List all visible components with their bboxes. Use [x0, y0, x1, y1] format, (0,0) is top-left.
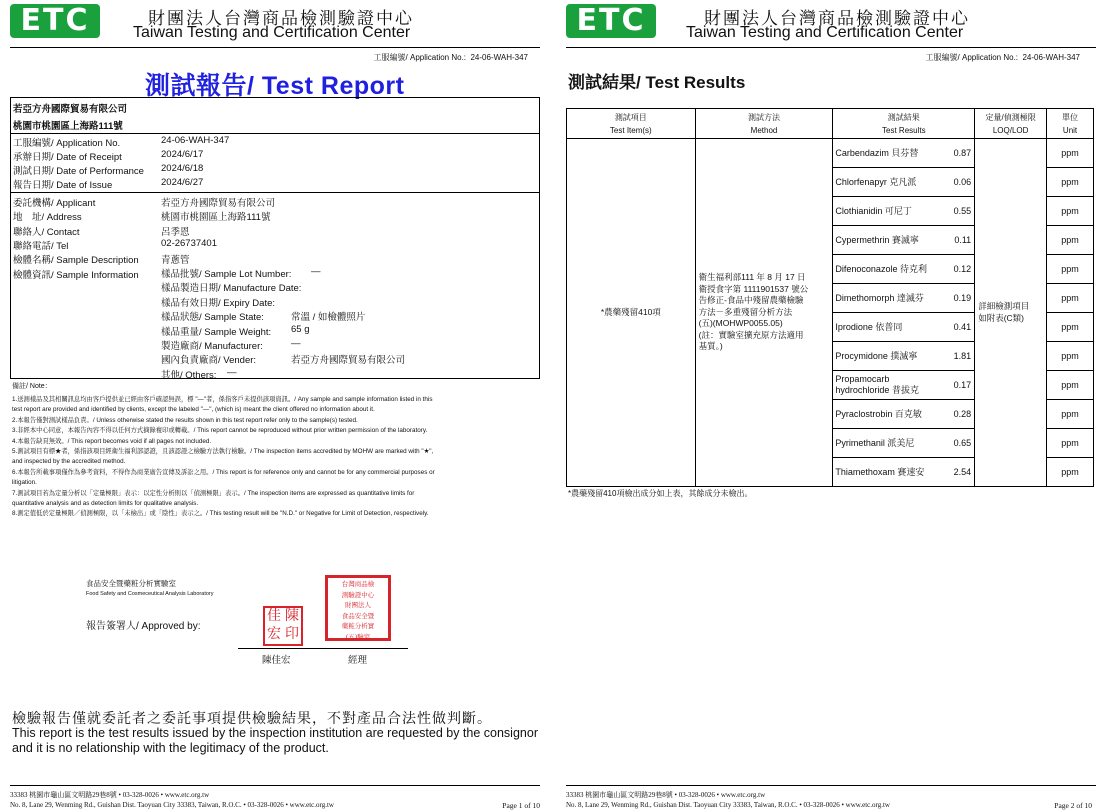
- field-label: 承辦日期/ Date of Receipt: [13, 152, 122, 163]
- client-address: 桃園市桃園區上海路111號: [13, 121, 123, 132]
- field-value: 24-06-WAH-347: [161, 135, 230, 146]
- field-label: 聯絡人/ Contact: [13, 226, 80, 238]
- note-line: 3.非經本中心同意，本報告內容不得以任何方式摘錄複印或轉載。/ This report cannot be reproduced without prior written permission of the laboratory.: [12, 427, 428, 435]
- sample-info-value: —: [311, 266, 321, 277]
- signer-name: 陳佳宏: [262, 655, 291, 666]
- analyte-name: Propamocarb hydrochloride 普拔克: [835, 374, 919, 395]
- header-divider: [566, 47, 1096, 48]
- etc-logo: ETC: [566, 4, 656, 38]
- field-value: 02-26737401: [161, 237, 217, 249]
- disclaimer-zh: 檢驗報告僅就委託者之委託事項提供檢驗結果，不對產品合法性做判斷。: [12, 711, 492, 727]
- result-cell: [833, 429, 975, 458]
- results-table: [566, 108, 1094, 487]
- loq-line: 如附表(C類): [978, 312, 1025, 323]
- result-cell: [833, 226, 975, 255]
- note-line: 7.測試項目若為定量分析以「定量極限」表示：以定性分析則以「偵測極限」表示。/ The inspection items are expressed as quantitative limits for: [12, 489, 415, 497]
- org-name-en: Taiwan Testing and Certification Center: [686, 24, 964, 41]
- analyte-name: Procymidone 撲滅寧: [835, 350, 918, 361]
- approved-by-label: 報告簽署人/ Approved by:: [86, 621, 201, 632]
- footer-divider: [10, 785, 540, 786]
- method-line: 方法－多重殘留分析方法: [698, 306, 793, 317]
- report-page-1: [0, 0, 548, 812]
- box-divider: [11, 192, 539, 193]
- footer-address-zh: 33383 桃園市龜山區文明路29巷8號 • 03-328-0026 • www.etc.org.tw: [10, 791, 210, 799]
- field-label: 檢體資訊/ Sample Information: [13, 269, 139, 281]
- page-number: Page 2 of 10: [1054, 801, 1092, 810]
- analyte-value: 0.65: [953, 438, 972, 448]
- lab-name-zh: 食品安全暨藥粧分析實驗室: [86, 579, 176, 588]
- report-page-2: [556, 0, 1100, 812]
- signer-seal: 佳 陳 宏 印: [263, 606, 303, 646]
- org-name-zh: 財團法人台灣商品檢測驗證中心: [704, 9, 970, 29]
- result-cell: [833, 458, 975, 487]
- unit-cell: ppm: [1047, 313, 1094, 342]
- field-value: 2024/6/27: [161, 177, 204, 188]
- analyte-name: Cypermethrin 賽滅寧: [835, 234, 919, 245]
- sample-info-label: 樣品重量/ Sample Weight:: [161, 326, 272, 338]
- analyte-value: 0.55: [953, 206, 972, 216]
- field-label: 報告日期/ Date of Issue: [13, 180, 113, 191]
- sample-info-label: 樣品有效日期/ Expiry Date:: [161, 297, 276, 309]
- disclaimer-en-line1: This report is the test results issued by the inspection institution are requested by the consignor: [12, 726, 538, 740]
- result-cell: [833, 168, 975, 197]
- footer-address-en: No. 8, Lane 29, Wenming Rd., Guishan Dist. Taoyuan City 33383, Taiwan, R.O.C. • 03-328-0026 • www.etc.org.tw: [10, 801, 334, 809]
- field-value: 呂季恩: [161, 226, 190, 238]
- analyte-value: 0.41: [953, 322, 972, 332]
- unit-cell: ppm: [1047, 226, 1094, 255]
- sample-info-value: 若亞方舟國際貿易有限公司: [291, 355, 406, 367]
- note-line: 1.送測樣品及其相關訊息均由客戶提供並已經由客戶確認無誤，標 "—"者，係指客戶未提供該項資訊。/ Any sample and sample information listed in this: [12, 396, 433, 403]
- method-line: (註：實驗室擴充原方法適用: [698, 329, 804, 340]
- analyte-value: 0.06: [953, 177, 972, 187]
- analyte-name: Pyrimethanil 派美尼: [835, 437, 915, 448]
- note-line: quantitative analysis and as detection limits for qualitative analysis.: [12, 500, 199, 507]
- analyte-value: 1.81: [953, 351, 972, 361]
- disclaimer-en-line2: and it is no relationship with the legitimacy of the product.: [12, 741, 329, 755]
- test-item-cell: *農藥殘留410項: [567, 139, 696, 487]
- note-line: 2.本報告僅對測試樣品負責。/ Unless otherwise stated the results shown in this test report refer only to the sample(s) tested.: [12, 416, 358, 424]
- org-name-en: Taiwan Testing and Certification Center: [133, 24, 411, 41]
- header-test-results: 測試結果 Test Results: [833, 109, 975, 139]
- result-cell: [833, 371, 975, 400]
- analyte-name: Carbendazim 貝芬替: [835, 147, 919, 158]
- sample-info-value: —: [291, 338, 301, 349]
- note-line: 8.測定值低於定量極限／偵測極限，以「未檢出」或「陰性」表示之。/ This testing result will be "N.D." or Negative for Limit of Detection, respectively.: [12, 510, 429, 518]
- application-number: 工服編號/ Application No.: 24-06-WAH-347: [925, 53, 1080, 62]
- box-divider: [11, 133, 539, 134]
- field-label: 委託機構/ Applicant: [13, 198, 96, 209]
- header-unit: 單位 Unit: [1047, 109, 1094, 139]
- note-line: 6.本報告所載事項僅作為參考資料，不得作為商業廣告宣傳及訴訟之用。/ This report is for reference only and cannot be for any commercial purposes or: [12, 468, 435, 476]
- loq-cell: [975, 139, 1047, 487]
- method-cell: [695, 139, 833, 487]
- etc-logo: ETC: [10, 4, 100, 38]
- field-label: 地 址/ Address: [13, 212, 82, 224]
- field-label: 測試日期/ Date of Performance: [13, 166, 144, 177]
- results-title: 測試結果/ Test Results: [568, 73, 746, 92]
- result-cell: [833, 139, 975, 168]
- field-value: 2024/6/18: [161, 163, 204, 174]
- lab-name-en: Food Safety and Cosmeceutical Analysis Laboratory: [86, 591, 214, 597]
- sample-info-label: 國內負責廠商/ Vender:: [161, 355, 257, 367]
- table-row: [567, 139, 1094, 168]
- analyte-name: Iprodione 依普同: [835, 321, 903, 332]
- sample-info-label: 樣品狀態/ Sample State:: [161, 312, 264, 324]
- header-loq-lod: 定量/偵測極限 LOQ/LOD: [975, 109, 1047, 139]
- field-label: 工服編號/ Application No.: [13, 138, 121, 149]
- signer-title: 經理: [348, 655, 368, 666]
- unit-cell: ppm: [1047, 255, 1094, 284]
- method-line: (五)(MOHWP0055.05): [698, 318, 783, 329]
- note-line: test report are provided and identified by clients, except the labeled "—", (which is) meant the client offered no information about it.: [12, 406, 375, 414]
- loq-line: 詳細檢測項目: [978, 301, 1030, 311]
- sample-info-label: 其他/ Others:: [161, 369, 217, 381]
- note-line: 5.測試項目有標★者，係指該項目經衛生福利部認證，且該認證之檢驗方法執行檢驗。/ The inspection items accredited by MOHW are marked with "★",: [12, 448, 434, 455]
- result-cell: [833, 342, 975, 371]
- application-number: 工服編號/ Application No.: 24-06-WAH-347: [373, 53, 528, 62]
- sample-info-label: 製造廠商/ Manufacturer:: [161, 341, 263, 352]
- sample-info-value: 65 g: [291, 323, 310, 335]
- analyte-name: Thiamethoxam 賽速安: [835, 466, 925, 477]
- page-number: Page 1 of 10: [502, 801, 540, 810]
- field-label: 檢體名稱/ Sample Description: [13, 255, 139, 267]
- unit-cell: ppm: [1047, 197, 1094, 226]
- laboratory-seal: 台灣商品檢 測驗證中心 財團法人 食品安全暨 藥粧分析實 (五)驗室: [325, 575, 391, 641]
- analyte-name: Pyraclostrobin 百克敏: [835, 408, 922, 419]
- field-label: 聯絡電話/ Tel: [13, 240, 69, 252]
- method-line: 衛生福利部111 年 8 月 17 日: [698, 272, 806, 283]
- note-title: 備註/ Note：: [12, 383, 52, 390]
- field-value: 2024/6/17: [161, 149, 204, 160]
- unit-cell: ppm: [1047, 139, 1094, 168]
- sample-info-value: 常溫 / 如檢體照片: [291, 312, 366, 324]
- analyte-value: 0.19: [953, 293, 972, 303]
- analyte-name: Difenoconazole 待克利: [835, 263, 927, 274]
- analyte-value: 2.54: [953, 467, 972, 477]
- org-name-zh: 財團法人台灣商品檢測驗證中心: [148, 9, 414, 29]
- analyte-name: Chlorfenapyr 克凡派: [835, 176, 917, 187]
- signature-line: [238, 648, 408, 649]
- note-line: litigation.: [12, 479, 37, 487]
- method-line: 告修正-食品中殘留農藥檢驗: [698, 295, 804, 306]
- method-line: 衛授食字第 1111901537 號公: [698, 283, 809, 294]
- result-cell: [833, 400, 975, 429]
- result-cell: [833, 255, 975, 284]
- sample-info-value: —: [227, 366, 237, 378]
- unit-cell: ppm: [1047, 429, 1094, 458]
- unit-cell: ppm: [1047, 400, 1094, 429]
- analyte-name: Dimethomorph 達滅芬: [835, 292, 924, 303]
- field-value: 青蔥管: [161, 255, 190, 267]
- analyte-value: 0.17: [953, 380, 972, 390]
- header-method: 測試方法 Method: [695, 109, 833, 139]
- unit-cell: ppm: [1047, 458, 1094, 487]
- unit-cell: ppm: [1047, 168, 1094, 197]
- note-line: and inspected by the accredited method.: [12, 458, 126, 466]
- analyte-value: 0.87: [953, 148, 972, 158]
- unit-cell: ppm: [1047, 371, 1094, 400]
- sample-info-label: 樣品製造日期/ Manufacture Date:: [161, 283, 302, 295]
- note-line: 4.本報告缺頁無效。/ This report becomes void if all pages not included.: [12, 437, 212, 445]
- method-line: 基質。): [698, 341, 723, 352]
- footer-address-zh: 33383 桃園市龜山區文明路29巷8號 • 03-328-0026 • www.etc.org.tw: [566, 791, 766, 799]
- client-name: 若亞方舟國際貿易有限公司: [13, 104, 128, 115]
- unit-cell: ppm: [1047, 342, 1094, 371]
- analyte-value: 0.11: [954, 235, 972, 245]
- result-cell: [833, 197, 975, 226]
- sample-info-label: 樣品批號/ Sample Lot Number:: [161, 269, 292, 280]
- header-divider: [10, 47, 540, 48]
- analyte-value: 0.12: [953, 264, 972, 274]
- unit-cell: ppm: [1047, 284, 1094, 313]
- analyte-name: Clothianidin 可尼丁: [835, 205, 912, 216]
- field-value: 若亞方舟國際貿易有限公司: [161, 198, 276, 209]
- footer-divider: [566, 785, 1096, 786]
- result-cell: [833, 284, 975, 313]
- results-footnote: *農藥殘留410項檢出成分如上表，其餘成分未檢出。: [568, 489, 753, 498]
- report-info-box: [10, 97, 540, 379]
- analyte-value: 0.28: [953, 409, 972, 419]
- table-header-row: [567, 109, 1094, 139]
- field-value: 桃園市桃園區上海路111號: [161, 212, 271, 224]
- header-test-item: 測試項目 Test Item(s): [567, 109, 696, 139]
- footer-address-en: No. 8, Lane 29, Wenming Rd., Guishan Dist. Taoyuan City 33383, Taiwan, R.O.C. • 03-328-0026 • www.etc.org.tw: [566, 801, 890, 809]
- report-title: 測試報告/ Test Report: [145, 72, 405, 100]
- result-cell: [833, 313, 975, 342]
